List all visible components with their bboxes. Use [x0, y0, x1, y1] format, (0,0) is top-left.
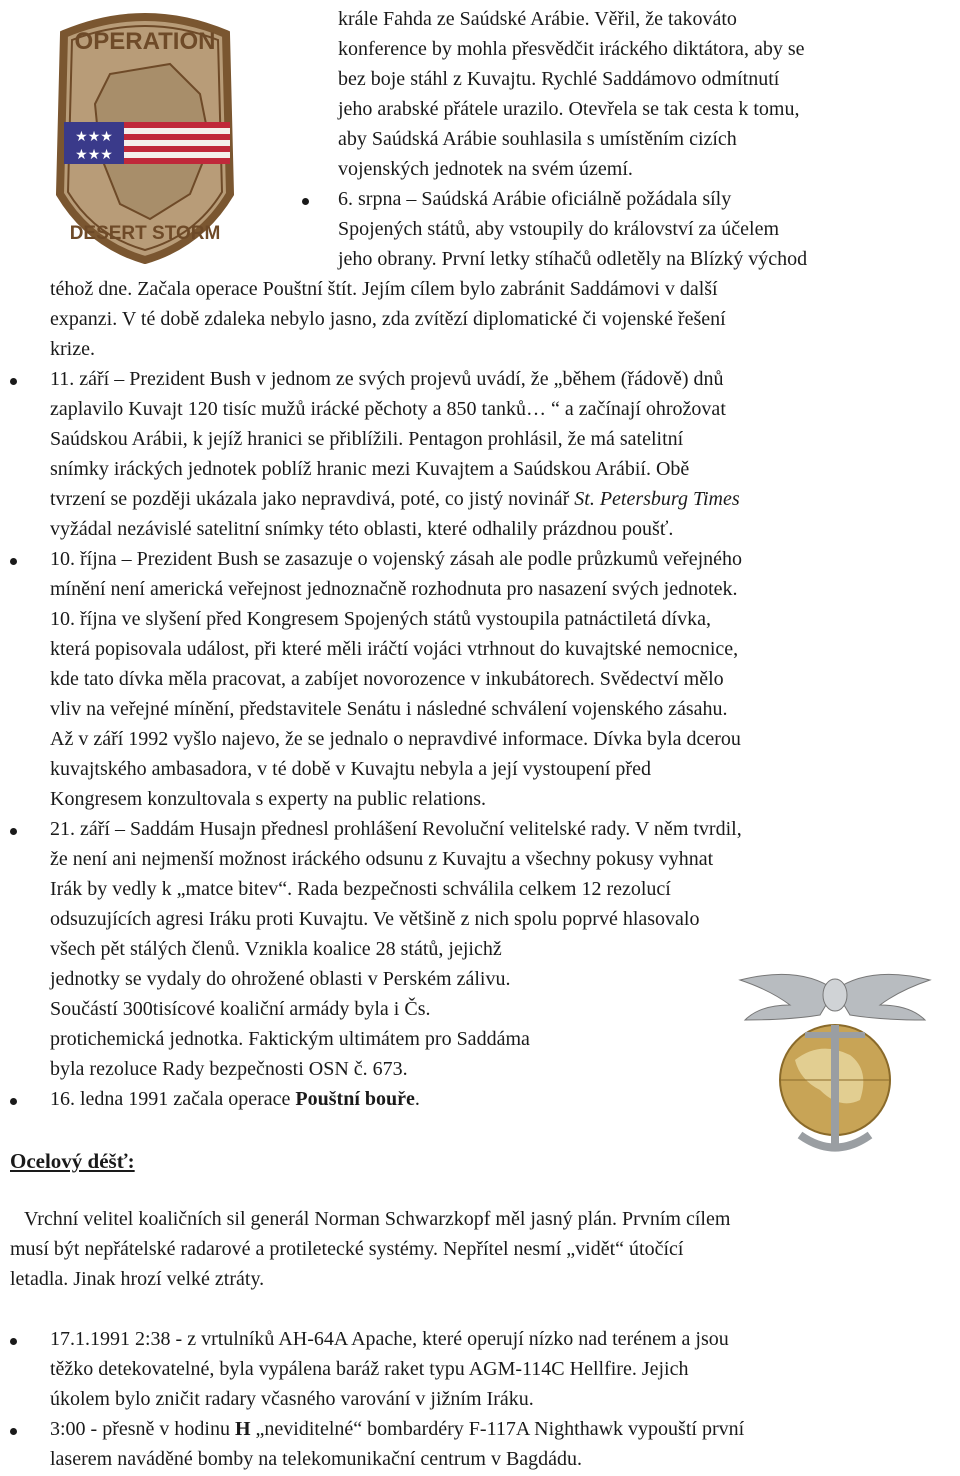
text-line: snímky iráckých jednotek poblíž hranic mezi Kuvajtem a Saúdskou Arábií. Obě [50, 458, 690, 480]
svg-text:★★★: ★★★ [75, 147, 113, 163]
text-line: konference by mohla přesvědčit iráckého diktátora, aby se [338, 38, 805, 60]
text-line: Až v září 1992 vyšlo najevo, že se jednalo o nepravdivé informace. Dívka byla dcerou [50, 728, 741, 750]
text-line: kuvajtského ambasadora, v té době v Kuvajtu nebyla a její vystoupení před [50, 758, 651, 780]
text-line: vliv na veřejné mínění, představitele Senátu i následné schválení vojenského zásahu. [50, 698, 728, 720]
list-item [50, 1324, 729, 1414]
text-line: 17.1.1991 2:38 - z vrtulníků AH-64A Apache, které operují nízko nad terénem a jsou [50, 1328, 729, 1350]
bullet-point [10, 1338, 17, 1345]
text-line: vojenských jednotek na svém území. [338, 158, 633, 180]
text-line: laserem naváděné bomby na telekomunikační centrum v Bagdádu. [50, 1448, 583, 1470]
list-item [50, 1084, 420, 1114]
text-line: byla rezoluce Rady bezpečnosti OSN č. 673. [50, 1058, 408, 1080]
top-paragraph [338, 4, 804, 184]
text-line: musí být nepřátelské radarové a protiletecké systémy. Nepřítel nesmí „vidět“ útočící [10, 1238, 684, 1260]
bullet-point [10, 378, 17, 385]
text-line: letadla. Jinak hrozí velké ztráty. [10, 1268, 265, 1290]
text-line: expanzi. V té době zdaleka nebylo jasno, zda zvítězí diplomatické či vojenské řešení [50, 308, 726, 330]
flag-icon [64, 122, 230, 164]
text-line-part: tvrzení se později ukázala jako nepravdivá, poté, co jistý novinář [50, 488, 575, 510]
text-line [50, 1414, 744, 1444]
text-line: protichemická jednotka. Faktickým ultimátem pro Saddáma [50, 1028, 530, 1050]
text-line: vyžádal nezávislé satelitní snímky této oblasti, které odhalily prázdnou poušť. [50, 518, 674, 540]
text-line: Spojených států, aby vstoupily do království za účelem [338, 218, 780, 240]
text-line: jeho arabské přátele urazilo. Otevřela se tak cesta k tomu, [338, 98, 800, 120]
patch-top-text: OPERATION [74, 28, 216, 55]
bullet-point [10, 828, 17, 835]
desert-storm-patch-image [50, 4, 240, 264]
text-line: téhož dne. Začala operace Pouštní štít. Jejím cílem bylo zabránit Saddámovi v další [50, 278, 718, 300]
bullet-point [10, 1098, 17, 1105]
patch-bottom-text: DESERT STORM [69, 223, 221, 244]
text-line: kde tato dívka měla pracovat, a zabíjet novorozence v inkubátorech. Svědectví mělo [50, 668, 724, 690]
text-line: zaplavilo Kuvajt 120 tisíc mužů irácké pěchoty a 850 tanků… “ a začínají ohrožovat [50, 398, 726, 420]
text-line: Součástí 300tisícové koaliční armády byla i Čs. [50, 998, 431, 1020]
text-line: úkolem bylo zničit radary včasného varování v jižním Iráku. [50, 1388, 534, 1410]
text-line: Kongresem konzultovala s experty na public relations. [50, 788, 486, 810]
text-line: 11. září – Prezident Bush v jednom ze svých projevů uvádí, že „během (řádově) dnů [50, 368, 724, 390]
text-line: mínění není americká veřejnost jednoznačně rozhodnuta pro nasazení svých jednotek. [50, 578, 738, 600]
text-line: všech pět stálých členů. Vznikla koalice 28 států, jejichž [50, 938, 502, 960]
list-item [50, 364, 740, 544]
text-line: 6. srpna – Saúdská Arábie oficiálně požádala síly [338, 188, 732, 210]
text-line: odsuzujících agresi Iráku proti Kuvajtu. Ve většině z nich spolu poprvé hlasovalo [50, 908, 700, 930]
intro-paragraph [10, 1204, 730, 1294]
h-hour-label: H [234, 1418, 251, 1440]
text-line: jednotky se vydaly do ohrožené oblasti v Perském zálivu. [50, 968, 511, 990]
text-line [50, 1084, 420, 1114]
text-line: 10. října ve slyšení před Kongresem Spojených států vystoupila patnáctiletá dívka, [50, 608, 711, 630]
text-line-part: 3:00 - přesně v hodinu [50, 1418, 235, 1440]
marine-corps-emblem-image [720, 960, 950, 1160]
text-line: jeho obrany. První letky stíhačů odletěly na Blízký východ [338, 248, 808, 270]
list-item [50, 814, 742, 1084]
text-line-part: 16. ledna 1991 začala operace [50, 1088, 296, 1110]
text-line: že není ani nejmenší možnost iráckého odsunu z Kuvajtu a všechny pokusy vyhnat [50, 848, 714, 870]
text-line-part: . [414, 1088, 420, 1110]
text-line: aby Saúdská Arábie souhlasila s umístěním cizích [338, 128, 737, 150]
svg-text:★★★: ★★★ [75, 129, 113, 145]
newspaper-name: St. Petersburg Times [574, 488, 740, 510]
text-line-part: „neviditelné“ bombardéry F-117A Nighthawk vypouští první [250, 1418, 745, 1440]
text-line: Vrchní velitel koaličních sil generál Norman Schwarzkopf měl jasný plán. Prvním cílem [24, 1208, 731, 1230]
bullet-point [10, 1428, 17, 1435]
text-line: krize. [50, 338, 95, 360]
text-line: krále Fahda ze Saúdské Arábie. Věřil, že takováto [338, 8, 737, 30]
list-item [50, 1414, 744, 1474]
text-line: 10. října – Prezident Bush se zasazuje o vojenský zásah ale podle průzkumů veřejného [50, 548, 743, 570]
text-line [50, 484, 740, 514]
text-line: bez boje stáhl z Kuvajtu. Rychlé Saddámovo odmítnutí [338, 68, 780, 90]
text-line: těžko detekovatelné, byla vypálena baráž raket typu AGM-114C Hellfire. Jejich [50, 1358, 689, 1380]
list-item [50, 544, 742, 814]
text-line: Saúdskou Arábii, k jejíž hranici se přiblížili. Pentagon prohlásil, že má satelitní [50, 428, 684, 450]
bullet-point [302, 198, 309, 205]
list-item-continuation [50, 274, 726, 364]
bullet-point [10, 558, 17, 565]
text-line: 21. září – Saddám Husajn přednesl prohlášení Revoluční velitelské rady. V něm tvrdil, [50, 818, 742, 840]
section-heading: Ocelový déšť: [10, 1149, 135, 1173]
operation-name: Pouštní bouře [295, 1088, 415, 1110]
text-line: která popisovala událost, při které měli iráčtí vojáci vtrhnout do kuvajtské nemocnice, [50, 638, 739, 660]
list-item [338, 184, 807, 274]
text-line: Irák by vedly k „matce bitev“. Rada bezpečnosti schválila celkem 12 rezolucí [50, 878, 671, 900]
